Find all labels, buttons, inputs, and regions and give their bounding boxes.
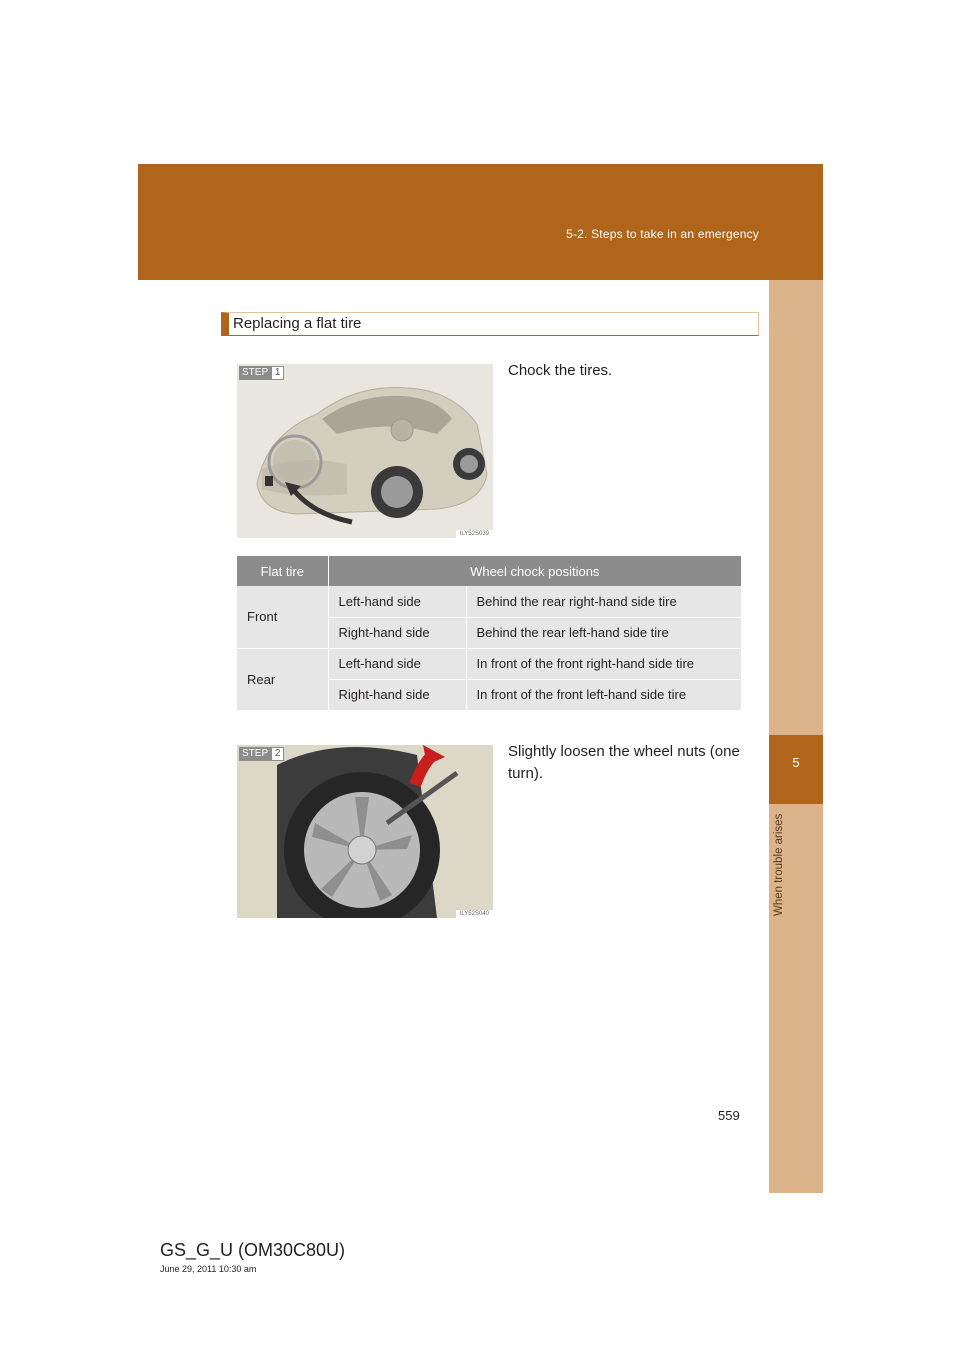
row-side: Right-hand side bbox=[328, 679, 466, 710]
row-position: In front of the front left-hand side tire bbox=[466, 679, 741, 710]
step1-figure bbox=[237, 364, 493, 538]
page-number: 559 bbox=[718, 1108, 740, 1123]
figure-code: ILY52S039 bbox=[456, 530, 493, 538]
table-row bbox=[237, 648, 741, 679]
side-tab bbox=[769, 280, 823, 1193]
wheel-chock-table bbox=[237, 556, 741, 711]
step2-text: Slightly loosen the wheel nuts (one turn). bbox=[508, 743, 740, 782]
row-position: In front of the front right-hand side tire bbox=[466, 648, 741, 679]
manual-code: GS_G_U (OM30C80U) bbox=[160, 1240, 346, 1260]
step1-text: Chock the tires. bbox=[508, 362, 613, 379]
row-position: Behind the rear left-hand side tire bbox=[466, 617, 741, 648]
table-header-row bbox=[237, 556, 741, 586]
row-position: Behind the rear right-hand side tire bbox=[466, 586, 741, 617]
chapter-header-bar bbox=[138, 164, 823, 280]
step-label: STEP bbox=[239, 366, 271, 380]
print-date: June 29, 2011 10:30 am bbox=[160, 1264, 257, 1274]
chapter-number: 5 bbox=[769, 735, 823, 804]
row-side: Left-hand side bbox=[328, 586, 466, 617]
step-label: STEP bbox=[239, 747, 271, 761]
row-side: Left-hand side bbox=[328, 648, 466, 679]
step2-figure bbox=[237, 745, 493, 918]
group-rear: Rear bbox=[237, 648, 328, 710]
header-flat-tire: Flat tire bbox=[237, 556, 328, 586]
chapter-label: When trouble arises bbox=[773, 814, 785, 917]
row-side: Right-hand side bbox=[328, 617, 466, 648]
step-number: 2 bbox=[271, 747, 284, 761]
group-front: Front bbox=[237, 586, 328, 648]
header-chock-positions: Wheel chock positions bbox=[328, 556, 741, 586]
heading-text: Replacing a flat tire bbox=[233, 315, 362, 332]
step2-badge bbox=[239, 747, 284, 761]
car-front-illustration bbox=[237, 364, 493, 538]
table-row bbox=[237, 586, 741, 617]
wheel-wrench-illustration bbox=[237, 745, 493, 918]
step-number: 1 bbox=[271, 366, 284, 380]
section-heading bbox=[221, 312, 759, 336]
figure-code: ILY52S040 bbox=[456, 910, 493, 918]
step1-badge bbox=[239, 366, 284, 380]
section-title: 5-2. Steps to take in an emergency bbox=[566, 227, 759, 241]
